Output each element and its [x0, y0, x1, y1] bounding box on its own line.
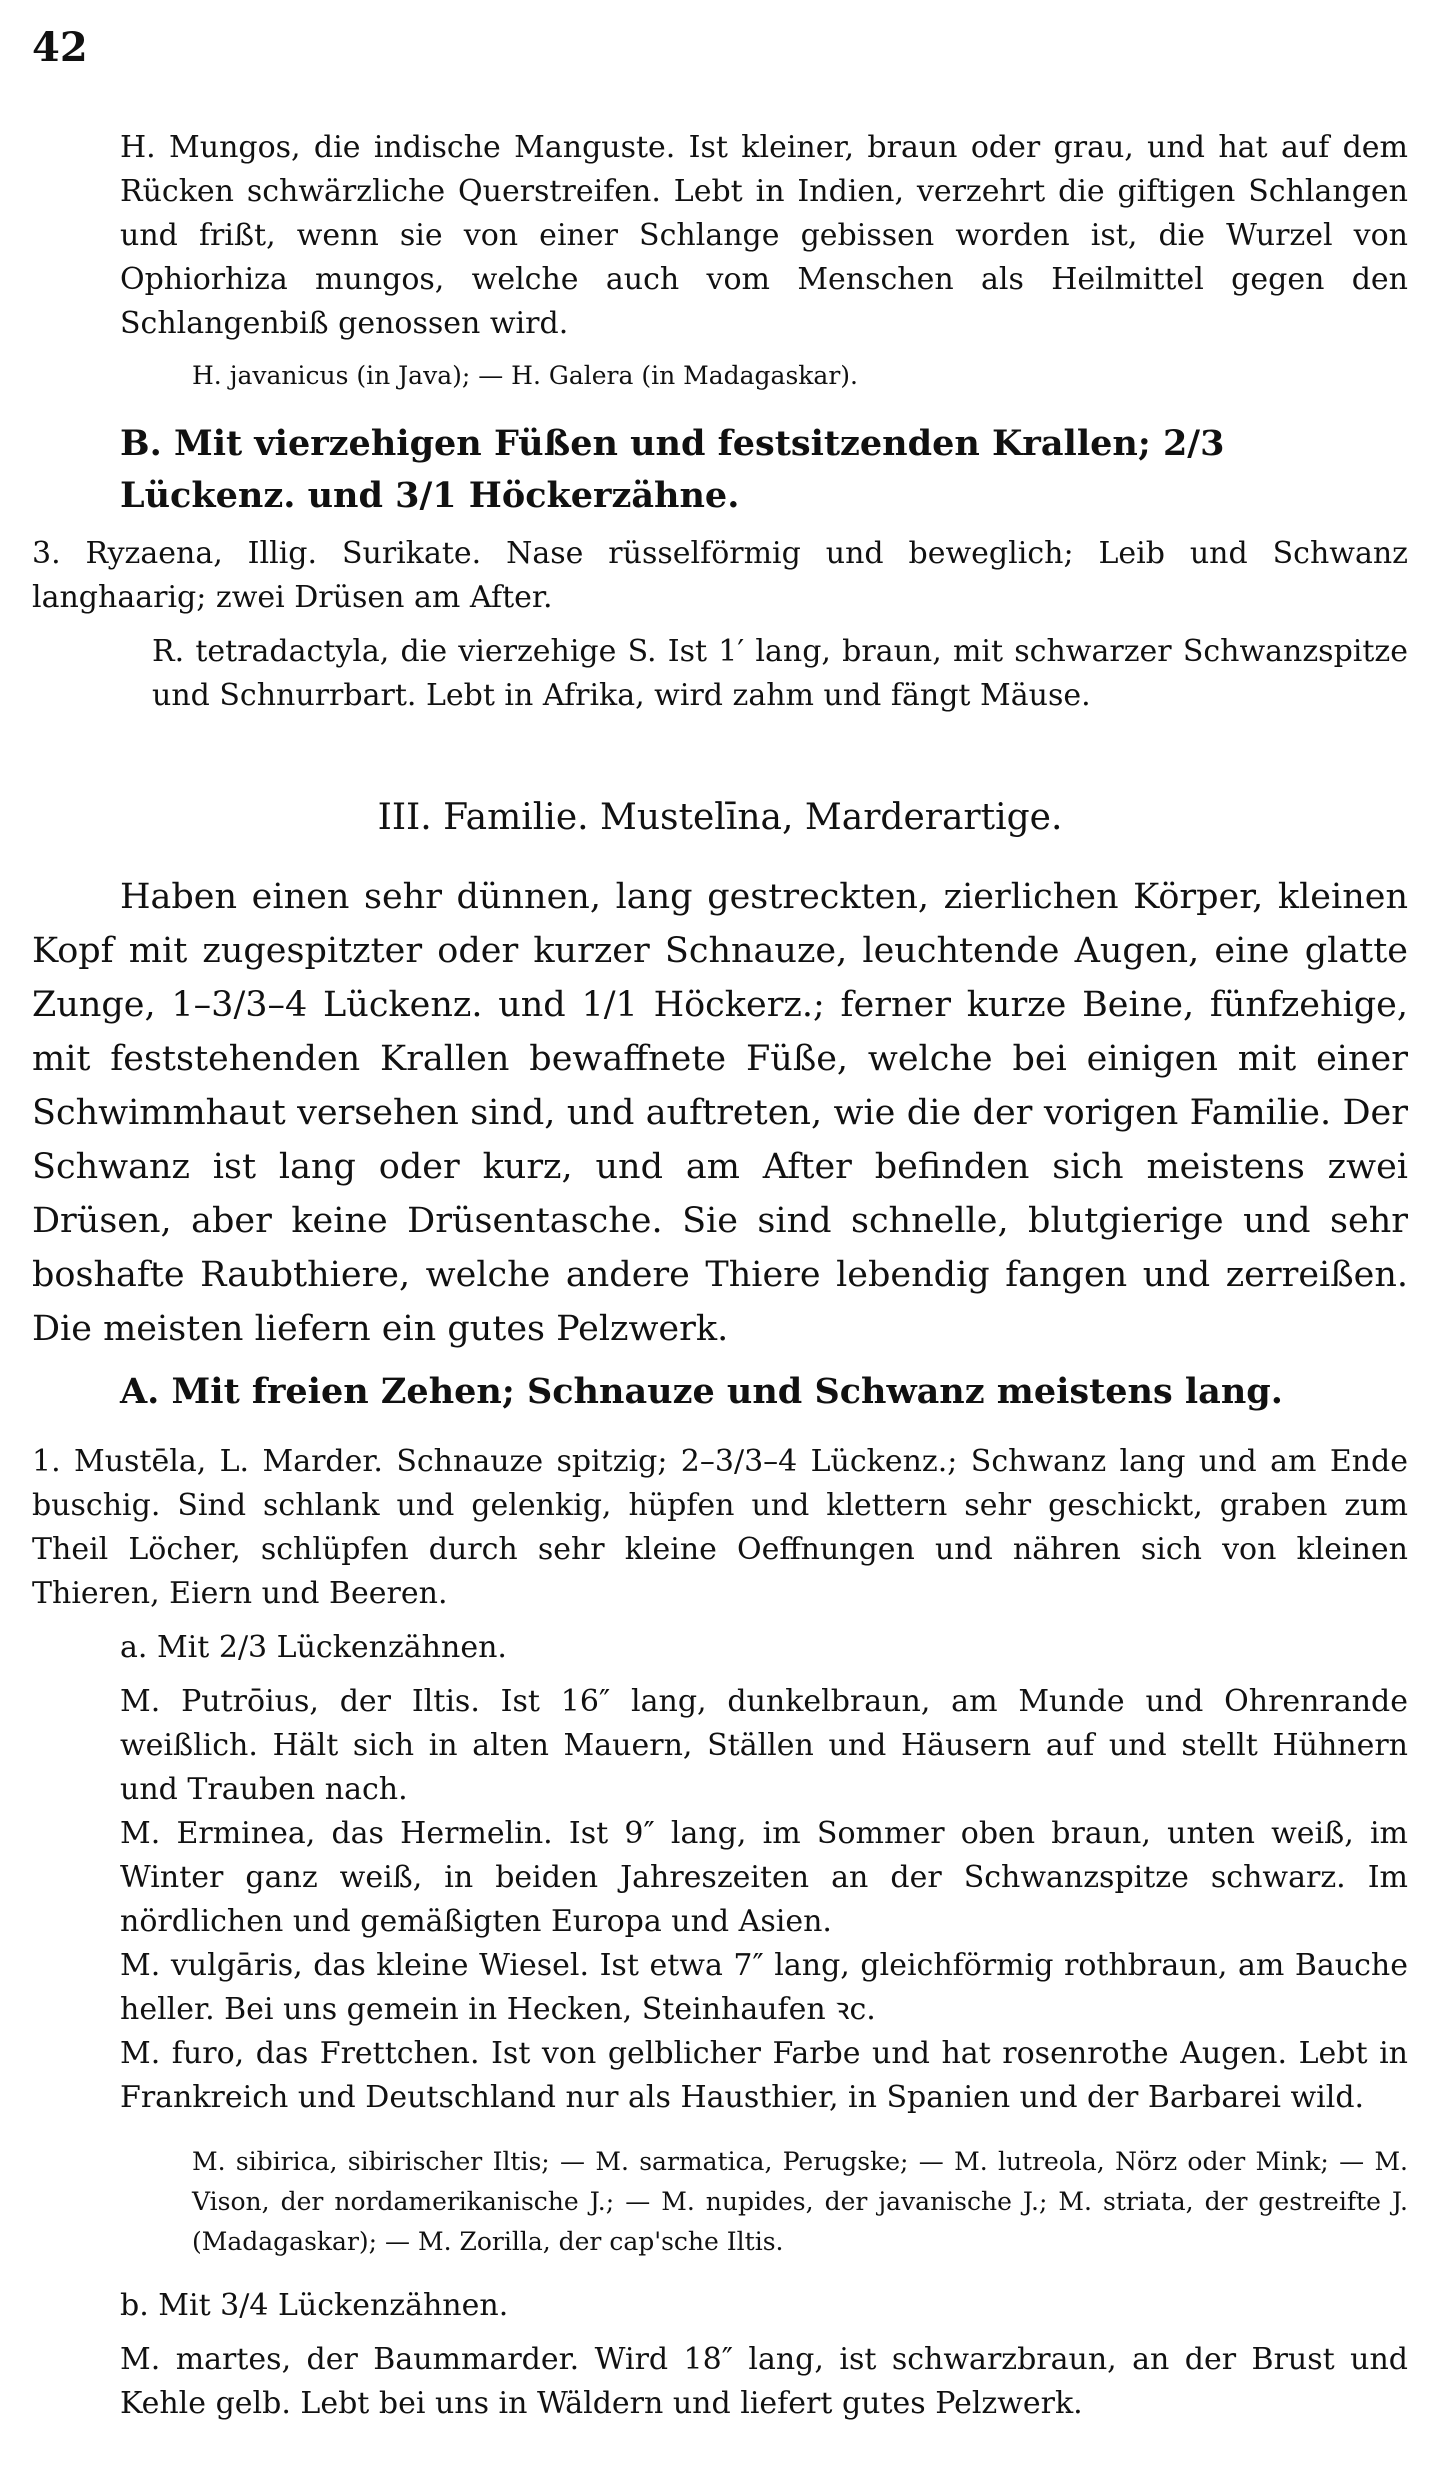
species-note-mustela: M. sibirica, sibirischer Iltis; — M. sarmatica, Perugske; — M. lutreola, Nörz oder Mink; — M. Vison, der nordamerikanische J.; — M. nupides, der javanische J.; M. striata, der gestreifte J. (Madagaskar); — M. Zorilla, der cap'sche Iltis.	[192, 2147, 1408, 2256]
genus-ryzaena: 3. Ryzaena, Illig. Surikate. Nase rüsselförmig und beweglich; Leib und Schwanz langhaarig; zwei Drüsen am After.	[32, 536, 1408, 615]
species-note-herpestes: H. javanicus (in Java); — H. Galera (in Madagaskar).	[192, 361, 858, 390]
page-number: 42	[32, 24, 88, 71]
entry-martes: M. martes, der Baummarder. Wird 18″ lang, ist schwarzbraun, an der Brust und Kehle gelb. Lebt bei uns in Wäldern und liefert gutes Pelzwerk.	[120, 2342, 1408, 2421]
entry-furo: M. furo, das Frettchen. Ist von gelblicher Farbe und hat rosenrothe Augen. Lebt in Frankreich und Deutschland nur als Hausthier, in Spanien und der Barbarei wild.	[120, 2036, 1408, 2115]
family-title: III. Familie. Mustelīna, Marderartige.	[377, 797, 1063, 838]
group-heading-a: A. Mit freien Zehen; Schnauze und Schwanz meistens lang.	[120, 1371, 1283, 1412]
entry-erminea: M. Erminea, das Hermelin. Ist 9″ lang, im Sommer oben braun, unten weiß, im Winter ganz weiß, in beiden Jahreszeiten an der Schwanzspitze schwarz. Im nördlichen und gemäßigten Europa und Asien.	[120, 1816, 1408, 1939]
group-heading-b: B. Mit vierzehigen Füßen und festsitzenden Krallen; 2/3 Lückenz. und 3/1 Höckerzähne.	[120, 423, 1225, 516]
family-description: Haben einen sehr dünnen, lang gestreckten, zierlichen Körper, kleinen Kopf mit zugespitzter oder kurzer Schnauze, leuchtende Augen, eine glatte Zunge, 1–3/3–4 Lückenz. und 1/1 Höckerz.; ferner kurze Beine, fünfzehige, mit feststehenden Krallen bewaffnete Füße, welche bei einigen mit einer Schwimmhaut versehen sind, und auftreten, wie die der vorigen Familie. Der Schwanz ist lang oder kurz, und am After befinden sich meistens zwei Drüsen, aber keine Drüsentasche. Sie sind schnelle, blutgierige und sehr boshafte Raubthiere, welche andere Thiere lebendig fangen und zerreißen. Die meisten liefern ein gutes Pelzwerk.	[32, 877, 1408, 1349]
entry-putorius: M. Putrōius, der Iltis. Ist 16″ lang, dunkelbraun, am Munde und Ohrenrande weißlich. Hält sich in alten Mauern, Ställen und Häusern auf und stellt Hühnern und Trauben nach.	[120, 1684, 1408, 1807]
entry-mungos: H. Mungos, die indische Manguste. Ist kleiner, braun oder grau, und hat auf dem Rücken schwärzliche Querstreifen. Lebt in Indien, verzehrt die giftigen Schlangen und frißt, wenn sie von einer Schlange gebissen worden ist, die Wurzel von Ophiorhiza mungos, welche auch vom Menschen als Heilmittel gegen den Schlangenbiß genossen wird.	[120, 130, 1408, 341]
subgroup-heading-a: a. Mit 2/3 Lückenzähnen.	[120, 1630, 507, 1665]
entry-vulgaris: M. vulgāris, das kleine Wiesel. Ist etwa 7″ lang, gleichförmig rothbraun, am Bauche heller. Bei uns gemein in Hecken, Steinhaufen ꝛc.	[120, 1948, 1408, 2027]
entry-tetradactyla: R. tetradactyla, die vierzehige S. Ist 1′ lang, braun, mit schwarzer Schwanzspitze und Schnurrbart. Lebt in Afrika, wird zahm und fängt Mäuse.	[152, 634, 1408, 713]
subgroup-heading-b: b. Mit 3/4 Lückenzähnen.	[120, 2288, 509, 2323]
genus-mustela: 1. Mustēla, L. Marder. Schnauze spitzig; 2–3/3–4 Lückenz.; Schwanz lang und am Ende buschig. Sind schlank und gelenkig, hüpfen und klettern sehr geschickt, graben zum Theil Löcher, schlüpfen durch sehr kleine Oeffnungen und nähren sich von kleinen Thieren, Eiern und Beeren.	[32, 1444, 1408, 1611]
